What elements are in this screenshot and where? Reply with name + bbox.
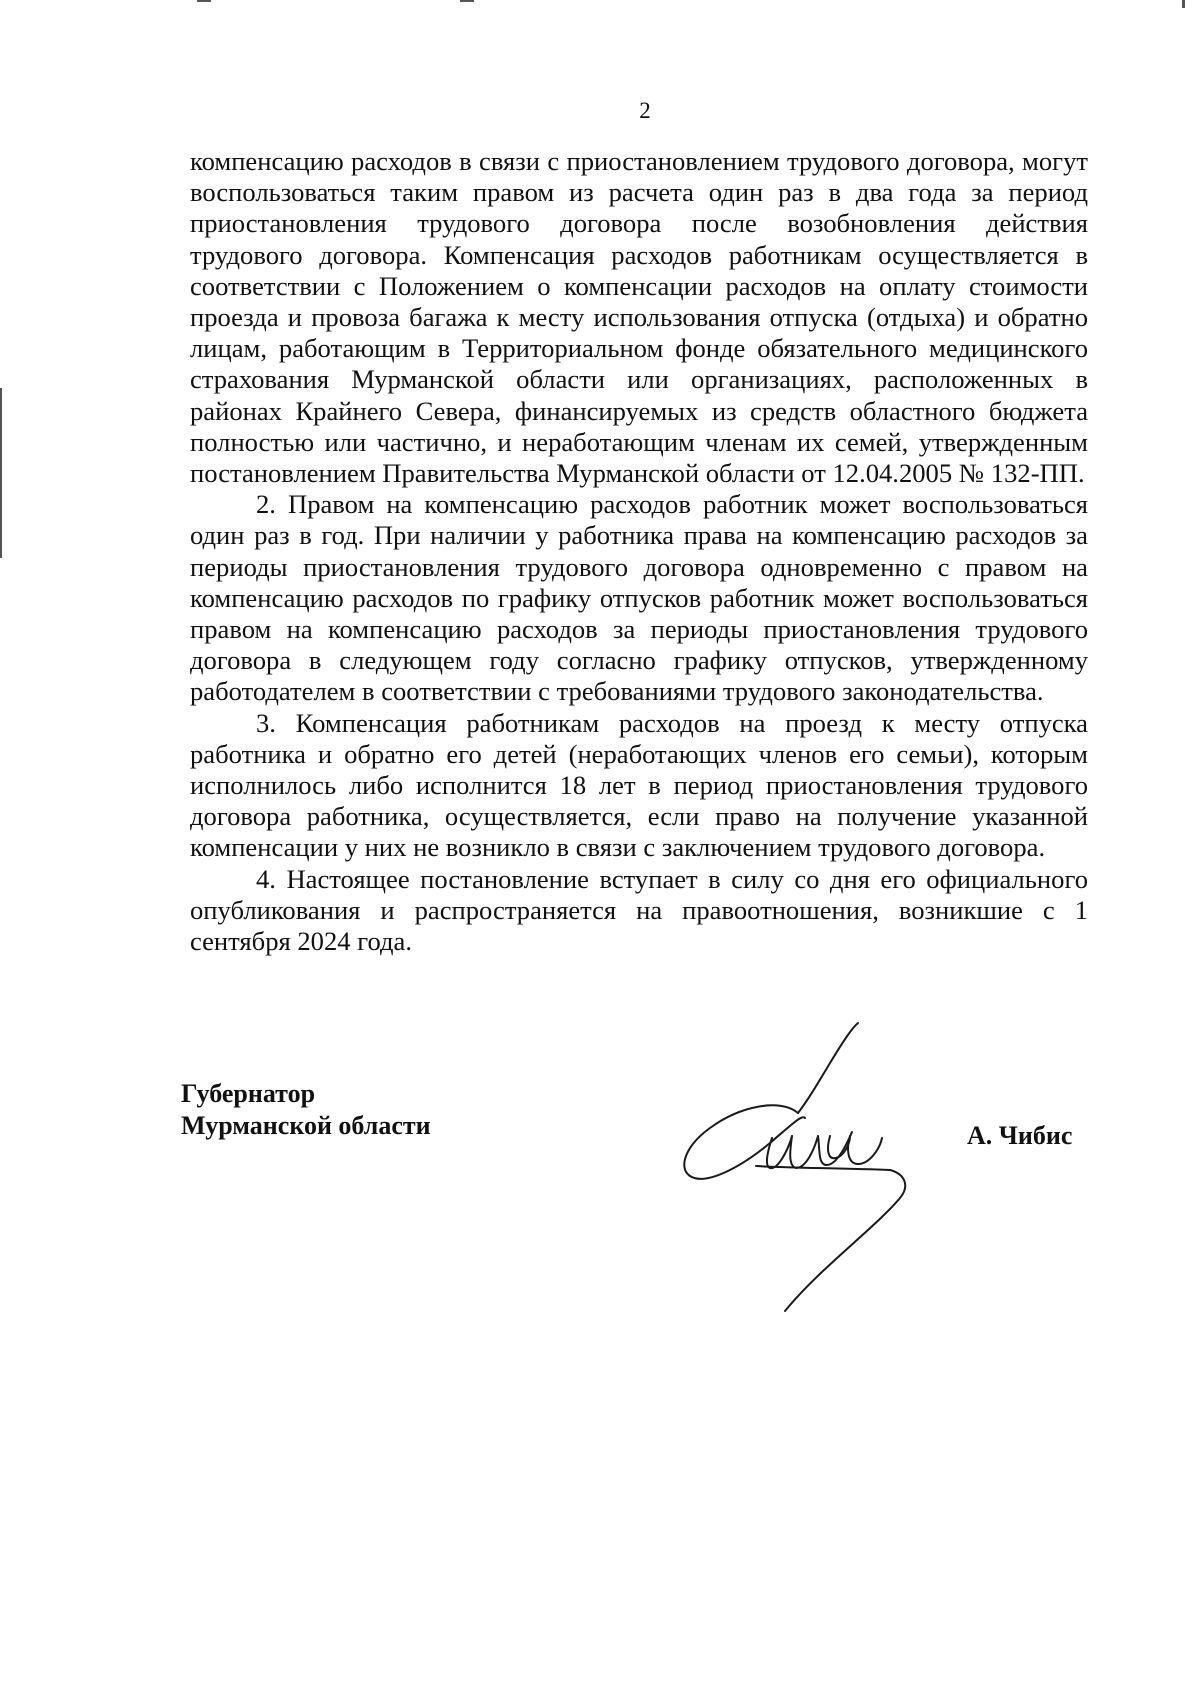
- signer-name: А. Чибис: [967, 1121, 1073, 1150]
- scan-mark-top-2: [460, 0, 474, 2]
- scan-mark-left-margin: [0, 388, 2, 558]
- signoff-position: [181, 1078, 431, 1142]
- paragraph-3: 3. Компенсация работникам расходов на проезд к месту отпуска работника и обратно его детей (неработающих членов его семьи), которым исполнилось либо исполнится 18 лет в период приостановления трудового договора работника, осуществляется, если право на получение указанной компенсации у них не возникло в связи с заключением трудового договора.: [190, 707, 1088, 863]
- document-body: [190, 146, 1088, 957]
- scan-mark-top-1: [197, 0, 211, 2]
- position-region: Мурманской области: [181, 1111, 431, 1140]
- paragraph-1-continuation: компенсацию расходов в связи с приостановлением трудового договора, могут воспользоваться таким правом из расчета один раз в два года за период приостановления трудового договора после возобновления действия трудового договора. Компенсация расходов работникам осуществляется в соответствии с Положением о компенсации расходов на оплату стоимости проезда и провоза багажа к месту использования отпуска (отдыха) и обратно лицам, работающим в Территориальном фонде обязательного медицинского страхования Мурманской области или организациях, расположенных в районах Крайнего Севера, финансируемых из средств областного бюджета полностью или частично, и неработающим членам их семей, утвержденным постановлением Правительства Мурманской области от 12.04.2005 № 132-ПП.: [190, 146, 1088, 489]
- paragraph-4: 4. Настоящее постановление вступает в силу со дня его официального опубликования и распространяется на правоотношения, возникшие с 1 сентября 2024 года.: [190, 863, 1088, 957]
- handwritten-signature: [680, 1018, 930, 1318]
- position-title: Губернатор: [181, 1079, 316, 1108]
- paragraph-2: 2. Правом на компенсацию расходов работник может воспользоваться один раз в год. При наличии у работника права на компенсацию расходов за периоды приостановления трудового договора одновременно с правом на компенсацию расходов по графику отпусков работник может воспользоваться правом на компенсацию расходов за периоды приостановления трудового договора в следующем году согласно графику отпусков, утвержденному работодателем в соответствии с требованиями трудового законодательства.: [190, 489, 1088, 707]
- scan-mark-top-3: [1182, 0, 1185, 8]
- page-number: 2: [639, 98, 651, 123]
